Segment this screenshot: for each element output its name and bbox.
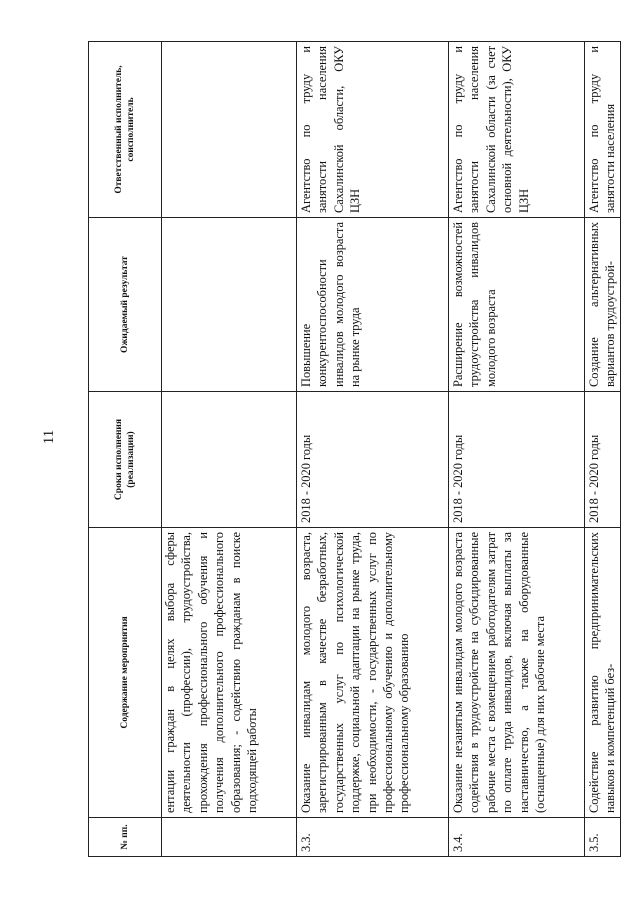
row-num: 3.5. — [585, 818, 621, 857]
header-term: Сроки исполнения (реализации) — [89, 392, 162, 528]
row-content: Содействие развитию предпринимательских навыков и компетенций без- — [585, 528, 621, 818]
table-row — [297, 42, 449, 857]
row-executor — [162, 42, 297, 218]
row-term: 2018 - 2020 годы — [585, 392, 621, 528]
header-content: Содержание мероприятия — [89, 528, 162, 818]
row-result: Повышение конкурентоспособности инвалидов молодого возраста на рынке труда — [297, 218, 449, 392]
table-row — [449, 42, 585, 857]
header-executor: Ответственный исполнитель, соисполнитель — [89, 42, 162, 218]
row-executor: Агентство по труду и занятости населения Сахалинской области, ОКУ ЦЗН — [297, 42, 449, 218]
row-content: ентации граждан в целях выбора сферы деятельности (профессии), трудоустройства, прохождения профессионального обучения и получения дополнительного профессионального образования; - содействию гражданам в поиске подходящей работы — [162, 528, 297, 818]
measures-table — [88, 41, 621, 857]
row-term: 2018 - 2020 годы — [297, 392, 449, 528]
header-num: № пп. — [89, 818, 162, 857]
rotated-table-container — [88, 42, 618, 857]
table-row — [162, 42, 297, 857]
row-result: Расширение возможностей трудоустройства инвалидов молодого возраста — [449, 218, 585, 392]
row-num: 3.3. — [297, 818, 449, 857]
row-content: Оказание инвалидам молодого возраста, зарегистрированным в качестве безработных, государственных услуг по психологической поддержке, социальной адаптации на рынке труда, при необходимости, - государственных услуг по профессиональному обучению и дополнительному профессиональному образованию — [297, 528, 449, 818]
row-term — [162, 392, 297, 528]
row-result — [162, 218, 297, 392]
row-content: Оказание незанятым инвалидам молодого возраста содействия в трудоустройстве на субсидированные рабочие места с возмещением работодателям затрат по оплате труда инвалидов, включая выплаты за наставничество, а также на оборудованные (оснащенные) для них рабочие места — [449, 528, 585, 818]
page-number: 11 — [41, 429, 57, 445]
row-term: 2018 - 2020 годы — [449, 392, 585, 528]
table-header-row — [89, 42, 162, 857]
table-row — [585, 42, 621, 857]
row-result: Создание альтернативных вариантов трудоустрой- — [585, 218, 621, 392]
row-num — [162, 818, 297, 857]
table-landscape-frame — [88, 42, 618, 857]
row-num: 3.4. — [449, 818, 585, 857]
header-result: Ожидаемый результат — [89, 218, 162, 392]
row-executor: Агентство по труду и занятости населения — [585, 42, 621, 218]
row-executor: Агентство по труду и занятости населения Сахалинской области (за счет основной деятельности), ОКУ ЦЗН — [449, 42, 585, 218]
